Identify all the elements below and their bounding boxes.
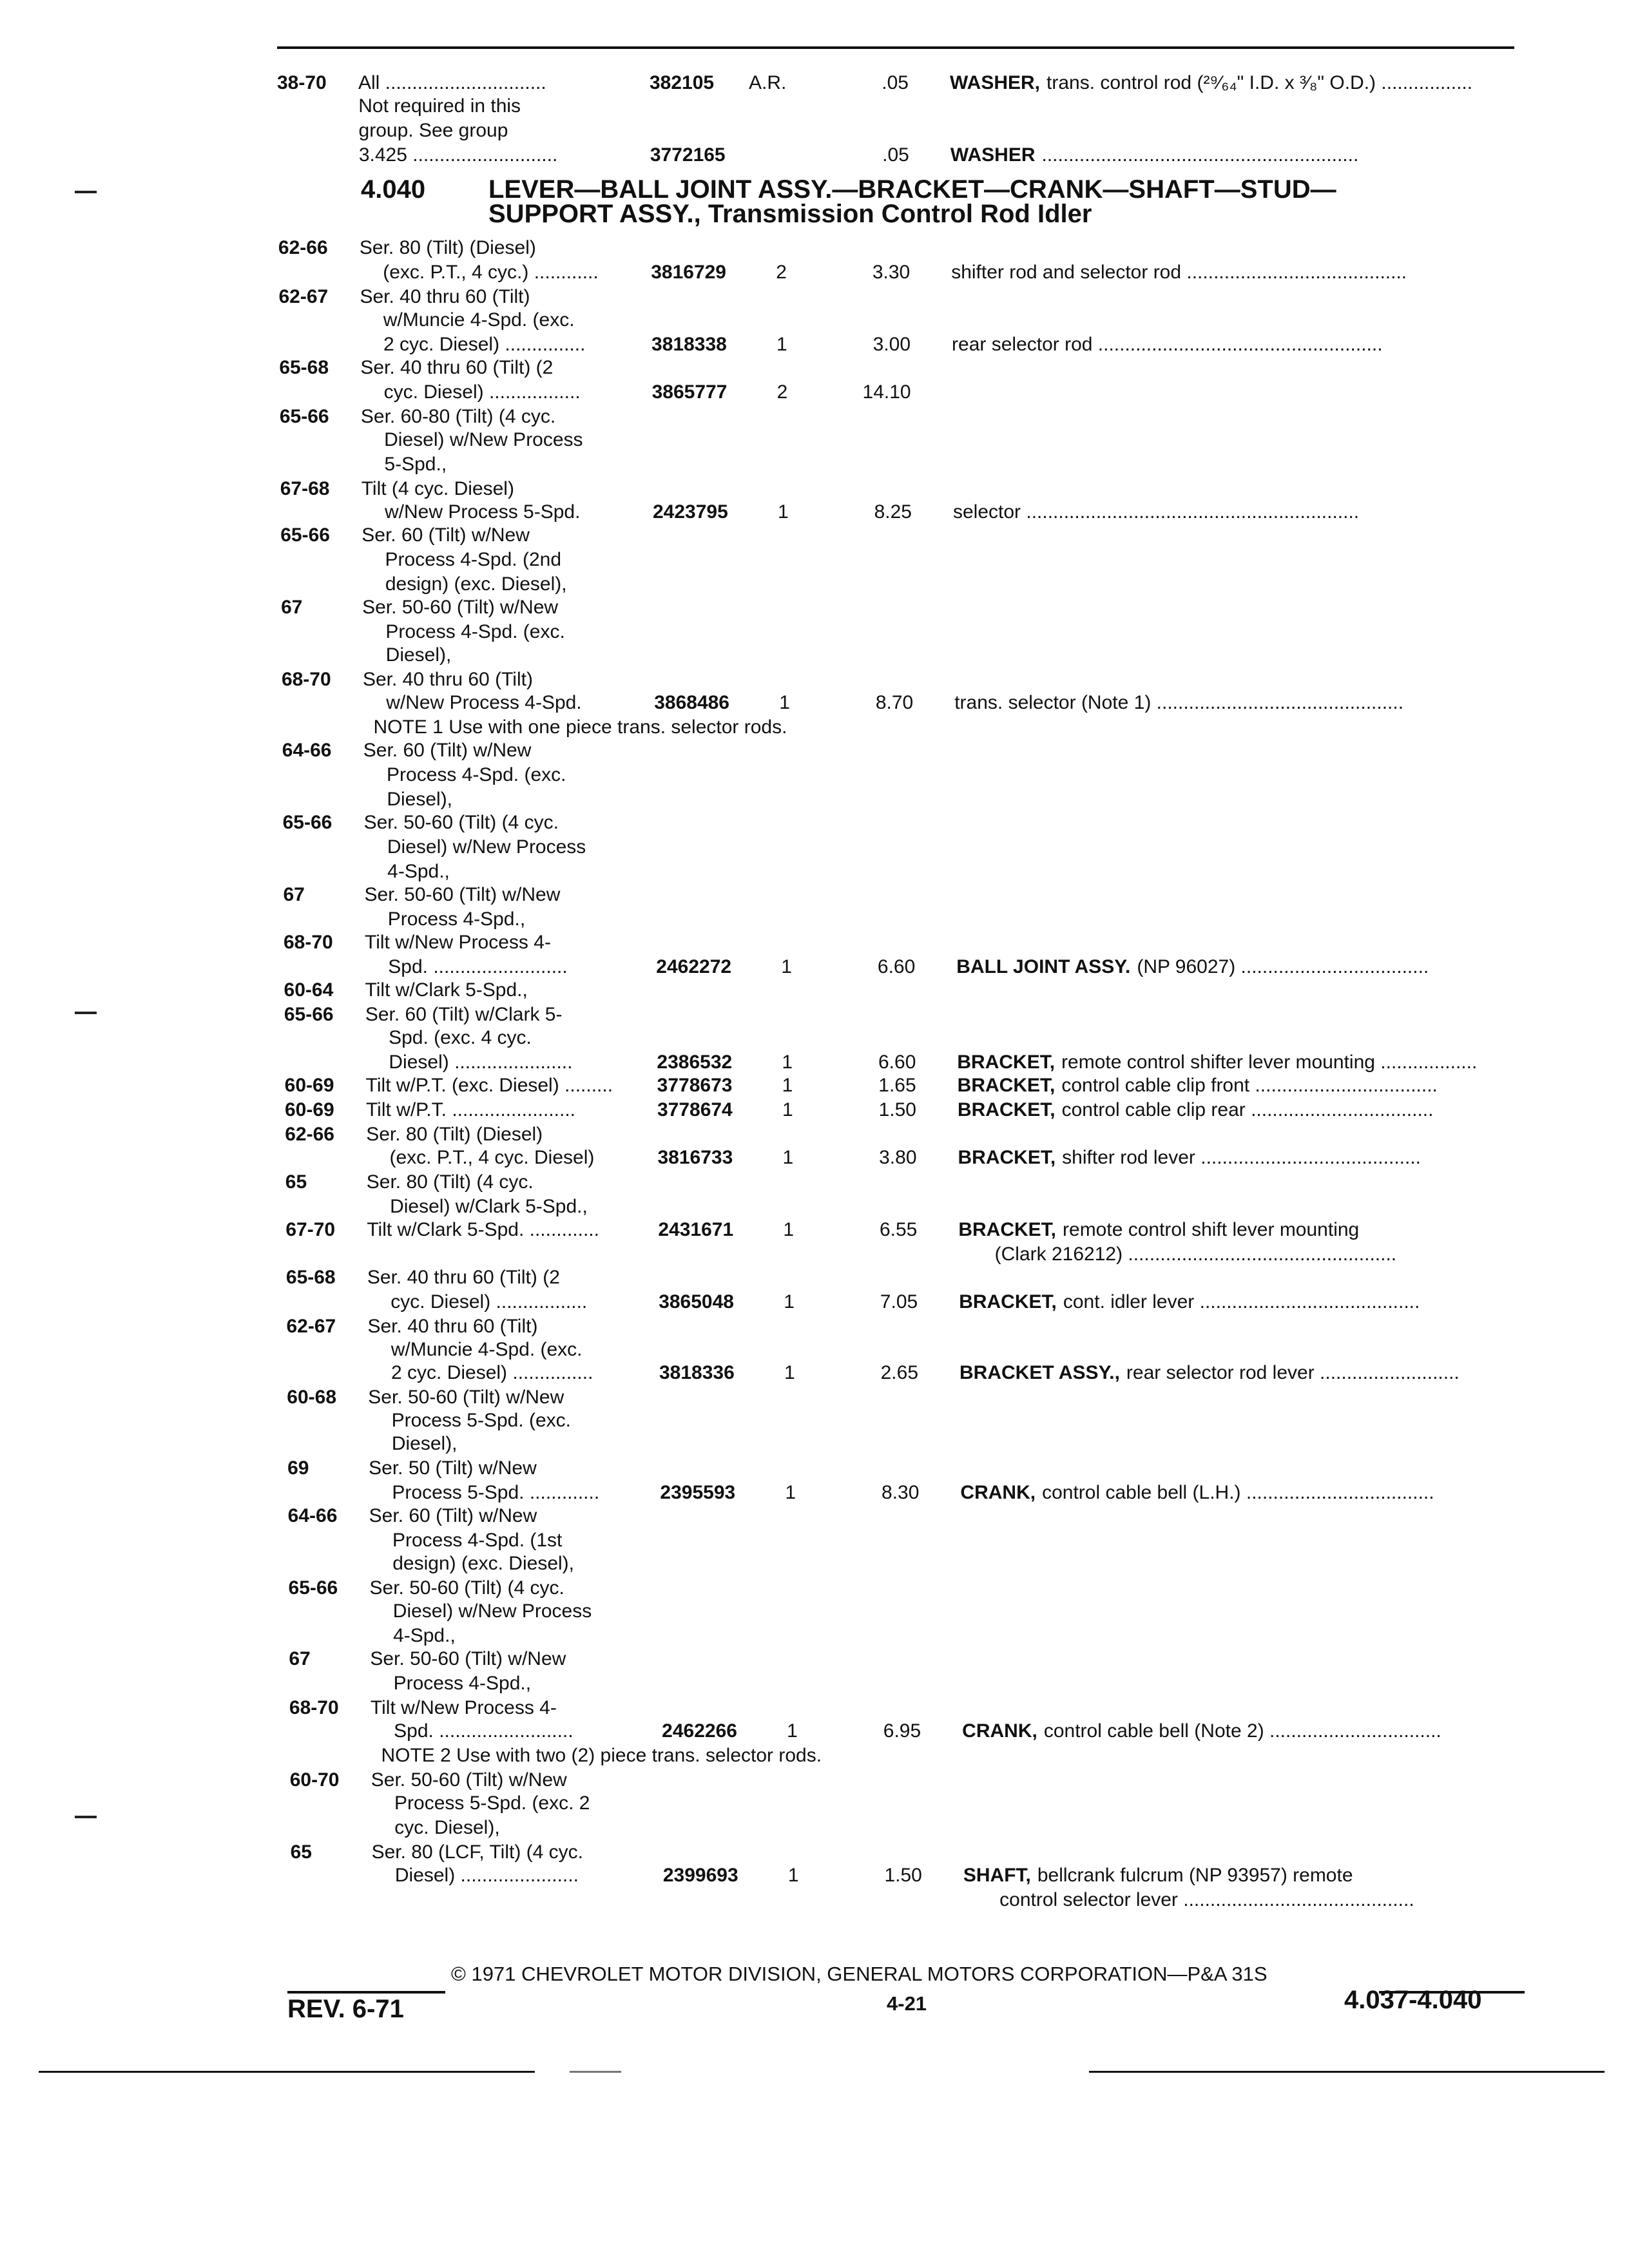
table-row	[283, 860, 1539, 884]
application: Ser. 60-80 (Tilt) (4 cyc.	[360, 406, 556, 427]
application: (exc. P.T., 4 cyc.) ............	[383, 262, 599, 283]
table-row	[287, 1456, 1544, 1481]
part-number: 2462272	[656, 956, 732, 977]
model-years: 60-69	[284, 1099, 334, 1120]
application: Diesel) w/New Process	[392, 1600, 592, 1622]
table-row	[278, 285, 1535, 309]
part-name: SHAFT,	[963, 1865, 1031, 1886]
table-row	[287, 1361, 1543, 1385]
part-name: BRACKET,	[959, 1291, 1057, 1312]
application: group. See group	[358, 120, 508, 141]
application: 4-Spd.,	[387, 861, 450, 882]
application: Ser. 50-60 (Tilt) (4 cyc.	[363, 812, 559, 833]
application: Spd. .........................	[394, 1720, 574, 1742]
model-years: 65-68	[285, 1267, 336, 1288]
application: Diesel),	[385, 644, 452, 666]
list-price: 6.60	[877, 956, 916, 977]
table-row	[280, 523, 1537, 548]
model-years: 67-68	[280, 478, 330, 499]
list-price: 1.50	[878, 1099, 916, 1120]
footer-section-range: 4.037-4.040	[1344, 1986, 1482, 2014]
model-years: 65-68	[279, 357, 329, 378]
model-years: 67	[283, 884, 305, 905]
part-number: 3865048	[659, 1291, 734, 1312]
application: NOTE 2 Use with two (2) piece trans. selector rods.	[381, 1745, 822, 1766]
table-row	[285, 1195, 1542, 1219]
table-row	[285, 1170, 1542, 1195]
part-name: CRANK,	[960, 1482, 1036, 1503]
application: Not required in this	[358, 95, 521, 117]
model-years: 65-66	[284, 1004, 334, 1025]
application: w/Muncie 4-Spd. (exc.	[390, 1339, 583, 1360]
application: Process 4-Spd.,	[393, 1673, 532, 1694]
model-years: 62-66	[285, 1124, 334, 1145]
margin-tick	[75, 1012, 97, 1014]
part-description: bellcrank fulcrum (NP 93957) remote	[1037, 1865, 1353, 1886]
model-years: 62-67	[278, 286, 329, 307]
list-price: .05	[882, 72, 909, 93]
table-row	[280, 452, 1536, 477]
table-row	[287, 1338, 1543, 1362]
table-row	[277, 94, 1534, 119]
application: Diesel),	[387, 789, 453, 810]
table-row	[288, 1504, 1545, 1528]
part-suffix: A.R.	[749, 72, 787, 93]
table-row	[283, 883, 1539, 907]
application: 2 cyc. Diesel) ...............	[391, 1362, 593, 1383]
application: Ser. 50-60 (Tilt) w/New	[370, 1648, 566, 1669]
application: Ser. 80 (LCF, Tilt) (4 cyc.	[371, 1841, 584, 1863]
part-description: (Clark 216212) ..................................................	[994, 1244, 1397, 1265]
application: Ser. 50-60 (Tilt) w/New	[368, 1387, 564, 1408]
part-name: BRACKET,	[957, 1052, 1055, 1073]
application: Process 4-Spd. (exc.	[387, 764, 566, 785]
table-row	[279, 356, 1536, 380]
part-description: control cable clip rear ..................................	[1061, 1099, 1434, 1120]
table-row	[284, 907, 1540, 932]
part-number: 3778673	[657, 1075, 733, 1096]
list-price: 1.65	[878, 1075, 916, 1096]
footer-revision: REV. 6-71	[287, 1995, 404, 2023]
table-row	[291, 1863, 1547, 1888]
model-years: 65	[290, 1841, 312, 1863]
table-row	[290, 1816, 1547, 1840]
model-years: 68-70	[281, 669, 331, 690]
part-description: trans. selector (Note 1) ..............................................	[954, 692, 1404, 713]
application: Ser. 60 (Tilt) w/New	[369, 1505, 537, 1526]
table-row	[289, 1576, 1545, 1600]
table-row	[283, 835, 1539, 860]
application: Process 4-Spd. (2nd	[385, 549, 562, 570]
model-years: 60-69	[284, 1075, 334, 1096]
application: Ser. 40 thru 60 (Tilt) (2	[367, 1267, 560, 1288]
application: Tilt w/Clark 5-Spd.,	[365, 979, 528, 1001]
part-name: BALL JOINT ASSY.	[956, 956, 1131, 977]
table-row	[282, 668, 1538, 692]
model-years: 67-70	[285, 1219, 336, 1240]
part-description: selector ..............................................................	[952, 501, 1360, 523]
part-number: 3818338	[651, 334, 727, 355]
table-row	[285, 1073, 1541, 1098]
part-name: BRACKET,	[958, 1147, 1056, 1168]
part-name: BRACKET,	[958, 1219, 1057, 1240]
model-years: 62-67	[286, 1316, 336, 1337]
part-description: rear selector rod .....................................................	[952, 334, 1383, 355]
table-row	[284, 930, 1540, 955]
part-number: 3865777	[651, 381, 728, 403]
list-price: .05	[882, 144, 909, 166]
application: cyc. Diesel) .................	[383, 381, 581, 403]
list-price: 8.70	[875, 692, 914, 713]
part-number: 2431671	[658, 1219, 734, 1240]
part-number: 3868486	[654, 692, 729, 713]
table-row	[291, 1840, 1547, 1865]
quantity: 1	[784, 1362, 795, 1383]
table-row	[282, 715, 1539, 740]
application: Ser. 50-60 (Tilt) (4 cyc.	[369, 1577, 564, 1599]
part-number: 3816733	[657, 1147, 733, 1168]
part-description: control selector lever ...........................................	[999, 1889, 1414, 1910]
part-name: WASHER,	[950, 72, 1041, 93]
table-row	[289, 1599, 1545, 1624]
table-row	[285, 1146, 1542, 1170]
quantity: 1	[783, 1219, 795, 1240]
part-number: 3818336	[659, 1362, 735, 1383]
top-rule	[277, 46, 1514, 49]
model-years: 65-66	[280, 524, 330, 546]
table-row	[282, 643, 1538, 668]
application: w/New Process 5-Spd.	[384, 501, 581, 523]
table-row	[282, 763, 1539, 787]
application: w/New Process 4-Spd.	[386, 692, 582, 713]
application: Ser. 40 thru 60 (Tilt)	[362, 669, 533, 690]
application: Process 4-Spd.,	[387, 908, 526, 930]
list-price: 8.30	[882, 1482, 920, 1503]
part-number: 382105	[650, 72, 715, 93]
quantity: 1	[782, 1099, 793, 1120]
table-row	[286, 1290, 1543, 1314]
table-row	[286, 1265, 1543, 1290]
section-number: 4.040	[361, 175, 426, 204]
table-row	[287, 1385, 1543, 1410]
application: Ser. 50-60 (Tilt) w/New	[364, 884, 561, 905]
quantity: 1	[776, 334, 787, 355]
model-years: 60-64	[284, 979, 334, 1001]
table-row	[282, 787, 1539, 812]
application: (exc. P.T., 4 cyc. Diesel)	[389, 1147, 595, 1168]
list-price: 6.95	[883, 1720, 921, 1742]
list-price: 1.50	[884, 1865, 922, 1886]
table-row	[280, 380, 1536, 405]
part-name: BRACKET ASSY.,	[959, 1362, 1120, 1383]
table-row	[281, 595, 1537, 620]
part-name: BRACKET,	[957, 1075, 1055, 1096]
application: 5-Spd.,	[384, 454, 447, 475]
table-row	[277, 71, 1534, 95]
part-description: shifter rod lever .........................................	[1062, 1147, 1421, 1168]
part-description: control cable bell (L.H.) ...................................	[1042, 1482, 1434, 1503]
table-row	[284, 955, 1540, 979]
table-row	[286, 1314, 1543, 1339]
application: Tilt (4 cyc. Diesel)	[361, 478, 514, 499]
table-row	[282, 691, 1538, 715]
model-years: 62-66	[278, 237, 328, 258]
footer-page-number: 4-21	[887, 1992, 927, 2015]
part-number: 2395593	[660, 1482, 736, 1503]
application: 2 cyc. Diesel) ...............	[383, 334, 586, 355]
part-name: BRACKET,	[957, 1099, 1055, 1120]
part-number: 3772165	[650, 144, 726, 166]
model-years: 65-66	[288, 1577, 338, 1599]
quantity: 1	[782, 1052, 793, 1073]
table-row	[280, 500, 1537, 524]
list-price: 6.55	[879, 1219, 918, 1240]
application: design) (exc. Diesel),	[392, 1553, 574, 1574]
table-row	[289, 1624, 1545, 1648]
table-row	[279, 332, 1536, 357]
application: Diesel) w/New Process	[384, 429, 583, 450]
list-price: 2.65	[880, 1362, 918, 1383]
table-row	[288, 1552, 1545, 1576]
application: Ser. 60 (Tilt) w/New	[361, 524, 530, 546]
table-row	[281, 548, 1537, 572]
part-number: 3778674	[657, 1099, 733, 1120]
list-price: 3.30	[872, 262, 911, 283]
list-price: 7.05	[880, 1291, 918, 1312]
table-row	[278, 119, 1534, 143]
model-years: 67	[281, 597, 303, 618]
quantity: 2	[776, 262, 787, 283]
part-description: ...........................................................	[1041, 144, 1359, 166]
application: Diesel) ......................	[394, 1865, 579, 1886]
application: 4-Spd.,	[393, 1625, 456, 1646]
application: Diesel) w/Clark 5-Spd.,	[390, 1196, 588, 1217]
table-row	[285, 1098, 1541, 1122]
application: Ser. 40 thru 60 (Tilt)	[360, 286, 530, 307]
part-description: rear selector rod lever ..........................	[1126, 1362, 1460, 1383]
quantity: 1	[779, 692, 790, 713]
table-row	[287, 1481, 1544, 1505]
part-number: 3816729	[651, 262, 726, 283]
bottom-rule-right	[1089, 2071, 1605, 2073]
application: Process 4-Spd. (1st	[392, 1530, 563, 1551]
margin-tick	[75, 1816, 97, 1818]
footer-rule-left	[287, 1991, 445, 1994]
table-row	[290, 1768, 1547, 1792]
application: NOTE 1 Use with one piece trans. selector rods.	[373, 716, 787, 738]
table-row	[283, 811, 1539, 835]
part-number: 2423795	[652, 501, 728, 523]
application: Diesel) ......................	[389, 1052, 573, 1073]
quantity: 1	[784, 1291, 795, 1312]
application: Process 4-Spd. (exc.	[385, 621, 565, 642]
list-price: 3.80	[879, 1147, 917, 1168]
table-row	[291, 1888, 1547, 1912]
table-row	[284, 1003, 1541, 1027]
application: Process 5-Spd. (exc.	[391, 1410, 571, 1431]
model-years: 65-66	[282, 812, 333, 833]
application: design) (exc. Diesel),	[385, 573, 567, 595]
application: Spd. (exc. 4 cyc.	[389, 1027, 532, 1048]
part-description: cont. idler lever .........................................	[1063, 1291, 1420, 1312]
bottom-rule-mid	[570, 2071, 621, 2073]
table-row	[281, 572, 1537, 597]
footer-copyright: © 1971 CHEVROLET MOTOR DIVISION, GENERAL MOTORS CORPORATION—P&A 31S	[451, 1963, 1268, 1985]
quantity: 1	[781, 956, 792, 977]
application: Tilt w/P.T. (exc. Diesel) .........	[365, 1075, 613, 1096]
application: All ..............................	[358, 72, 546, 93]
model-years: 38-70	[277, 72, 327, 93]
section-title-line2: SUPPORT ASSY., Transmission Control Rod Idler	[488, 200, 1092, 228]
part-name: WASHER	[950, 144, 1036, 166]
table-row	[287, 1408, 1544, 1433]
application: Tilt w/New Process 4-	[365, 932, 551, 953]
application: Ser. 80 (Tilt) (Diesel)	[366, 1124, 543, 1145]
application: w/Muncie 4-Spd. (exc.	[383, 309, 575, 331]
application: Tilt w/New Process 4-	[370, 1697, 557, 1718]
quantity: 1	[787, 1865, 799, 1886]
part-number: 2462266	[662, 1720, 737, 1742]
part-description: shifter rod and selector rod .........................................	[951, 262, 1407, 283]
list-price: 3.00	[872, 334, 911, 355]
quantity: 2	[776, 381, 788, 403]
list-price: 14.10	[862, 381, 911, 403]
application: Tilt w/Clark 5-Spd. .............	[367, 1219, 599, 1240]
bottom-rule-left	[39, 2071, 535, 2073]
table-row	[280, 428, 1536, 452]
application: Ser. 40 thru 60 (Tilt) (2	[360, 357, 554, 378]
part-description: remote control shift lever mounting	[1063, 1219, 1360, 1240]
table-row	[285, 1122, 1541, 1147]
application: Ser. 60 (Tilt) w/New	[363, 740, 532, 761]
table-row	[278, 260, 1535, 285]
table-row	[278, 143, 1534, 168]
part-description: control cable bell (Note 2) ................................	[1043, 1720, 1441, 1742]
application: Process 5-Spd. (exc. 2	[394, 1792, 590, 1814]
application: Ser. 80 (Tilt) (Diesel)	[359, 237, 536, 258]
model-years: 60-70	[289, 1769, 340, 1791]
table-row	[284, 1026, 1541, 1050]
table-row	[289, 1744, 1546, 1768]
model-years: 67	[289, 1648, 311, 1669]
table-row	[289, 1719, 1546, 1744]
application: Process 5-Spd. .............	[392, 1482, 600, 1503]
table-row	[285, 1218, 1542, 1242]
table-row	[290, 1791, 1547, 1816]
quantity: 1	[787, 1720, 798, 1742]
application: Ser. 50 (Tilt) w/New	[369, 1457, 537, 1479]
table-row	[289, 1671, 1546, 1696]
application: cyc. Diesel),	[394, 1817, 500, 1838]
model-years: 68-70	[284, 932, 333, 953]
application: Ser. 60 (Tilt) w/Clark 5-	[365, 1004, 563, 1025]
margin-tick	[75, 191, 97, 193]
part-description: control cable clip front ..................................	[1061, 1075, 1438, 1096]
part-name: CRANK,	[962, 1720, 1037, 1742]
table-row	[280, 477, 1537, 501]
application: 3.425 ...........................	[358, 144, 558, 166]
application: Tilt w/P.T. .......................	[365, 1099, 576, 1120]
table-row	[286, 1242, 1543, 1267]
table-row	[284, 1050, 1541, 1075]
application: Diesel),	[391, 1433, 458, 1454]
model-years: 64-66	[282, 740, 332, 761]
quantity: 1	[782, 1147, 794, 1168]
model-years: 68-70	[289, 1697, 339, 1718]
model-years: 65	[285, 1171, 307, 1193]
part-description: (NP 96027) ...................................	[1137, 956, 1429, 977]
model-years: 69	[287, 1457, 309, 1479]
table-row	[288, 1528, 1545, 1553]
application: Ser. 40 thru 60 (Tilt)	[367, 1316, 538, 1337]
quantity: 1	[782, 1075, 793, 1096]
table-row	[287, 1432, 1544, 1456]
table-row	[289, 1647, 1545, 1671]
part-number: 2399693	[662, 1865, 738, 1886]
part-number: 2386532	[657, 1052, 733, 1073]
model-years: 60-68	[287, 1387, 337, 1408]
part-description: remote control shifter lever mounting ..................	[1061, 1052, 1478, 1073]
table-row	[289, 1696, 1546, 1720]
application: Ser. 80 (Tilt) (4 cyc.	[366, 1171, 534, 1193]
table-row	[284, 978, 1541, 1003]
table-row	[280, 405, 1536, 429]
table-row	[278, 236, 1535, 260]
table-row	[281, 620, 1537, 644]
model-years: 64-66	[287, 1505, 338, 1526]
application: Diesel) w/New Process	[387, 836, 586, 858]
table-row	[282, 738, 1539, 763]
list-price: 8.25	[874, 501, 912, 523]
application: Ser. 50-60 (Tilt) w/New	[371, 1769, 567, 1791]
model-years: 65-66	[279, 406, 329, 427]
part-description: trans. control rod (²⁹⁄₆₄" I.D. x ³⁄₈" O.D.) .................	[1046, 72, 1473, 93]
application: cyc. Diesel) .................	[390, 1291, 588, 1312]
application: Spd. .........................	[388, 956, 568, 977]
quantity: 1	[785, 1482, 796, 1503]
quantity: 1	[777, 501, 789, 523]
application: Ser. 50-60 (Tilt) w/New	[362, 597, 559, 618]
list-price: 6.60	[878, 1052, 916, 1073]
table-row	[279, 308, 1536, 332]
section-title-line1: LEVER—BALL JOINT ASSY.—BRACKET—CRANK—SHAFT—STUD—	[488, 175, 1336, 204]
